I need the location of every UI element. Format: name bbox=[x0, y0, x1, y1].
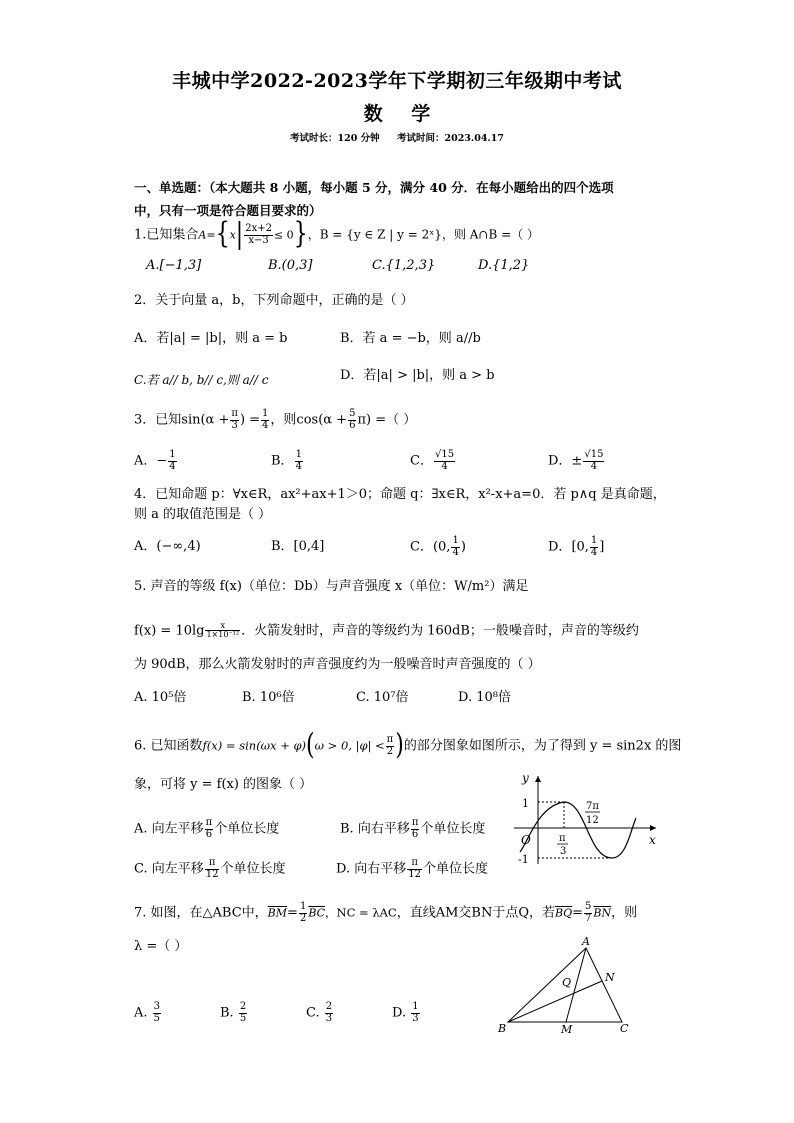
q3-option-d: D．± $\frac{√15}{4}$ bbox=[548, 449, 604, 472]
x-axis-arrow bbox=[650, 825, 656, 831]
q7-stem: 7. 如图，在△ABC中，$\overline{BM}=$ $\frac{1}{2}$ $\overline{BC}$，NC = λAC，直线AM交BN于点Q，若$\overline{BQ}=$ $\frac{5}{7}$ $\overline{BN}$，则 bbox=[134, 901, 638, 924]
q7-option-d: D. $\frac{1}{3}$ bbox=[392, 1001, 419, 1024]
y-tick-1: 1 bbox=[522, 797, 529, 810]
q7-option-a: A. $\frac{3}{5}$ bbox=[134, 1001, 161, 1024]
q1-option-b: B.(0,3] bbox=[268, 258, 313, 273]
q6-stem: 6. 已知函数f(x) = sin(ωx + φ)(ω > 0, |φ| < $\frac{\pi}{2}$ )的部分图象如图所示，为了得到 y = sin2x 的图 bbox=[134, 729, 682, 762]
q6-sine-graph bbox=[508, 772, 664, 868]
exam-title: 丰城中学2022-2023学年下学期初三年级期中考试 bbox=[172, 70, 622, 92]
section-heading-line1: 一、单选题：（本大题共 8 小题，每小题 5 分，满分 40 分．在每小题给出的四个选项 bbox=[134, 180, 614, 195]
q3-stem: 3．已知sin(α + $\frac{\pi}{3}$ ) = $\frac{1}{4}$ ，则cos(α + $\frac{5}{6}$ π) =（ ） bbox=[134, 408, 417, 431]
q7-option-c: C. $\frac{2}{3}$ bbox=[306, 1001, 333, 1024]
sine-curve bbox=[520, 802, 636, 858]
tick-7pi-12-num: 7π bbox=[586, 801, 599, 812]
q5-option-c: C. 10⁷倍 bbox=[356, 690, 409, 705]
q6-option-d: D. 向右平移 $\frac{\pi}{12}$ 个单位长度 bbox=[336, 857, 488, 880]
exam-subject: 数 学 bbox=[363, 103, 431, 125]
q1-option-c: C.{1,2,3} bbox=[372, 258, 436, 273]
q3-option-b: B． $\frac{1}{4}$ bbox=[271, 449, 302, 472]
tick-pi-3-den: 3 bbox=[560, 846, 567, 857]
exam-meta bbox=[0, 130, 794, 144]
origin-label: O bbox=[521, 833, 531, 847]
q5-option-b: B. 10⁶倍 bbox=[242, 690, 295, 705]
q6-line2: 象，可将 y = f(x) 的图象（ ） bbox=[134, 777, 313, 792]
q4-line2: 则 a 的取值范围是（ ） bbox=[134, 507, 272, 522]
point-c-label: C bbox=[620, 1022, 629, 1035]
q4-option-d: D．[0, $\frac{1}{4}$ ] bbox=[548, 535, 605, 558]
point-q-label: Q bbox=[562, 976, 572, 989]
q5-option-d: D. 10⁸倍 bbox=[458, 690, 511, 705]
q2-option-a: A．若|a| = |b|，则 a = b bbox=[134, 331, 288, 346]
q7-line2: λ =（ ） bbox=[134, 939, 188, 954]
q5-line2: f(x) = 10lg $\frac{x}{\text{1×10⁻¹²}}$ ．火箭发射时，声音的等级约为 160dB；一般噪音时，声音的等级约 bbox=[134, 621, 639, 640]
tick-7pi-12-den: 12 bbox=[586, 815, 599, 826]
q3-option-c: C． $\frac{√15}{4}$ bbox=[410, 449, 455, 472]
x-axis-label: x bbox=[649, 833, 656, 847]
q1-option-d: D.{1,2} bbox=[478, 258, 530, 273]
q3-option-a: A．− $\frac{1}{4}$ bbox=[134, 449, 176, 472]
point-n-label: N bbox=[605, 971, 615, 984]
exam-date: 考试时间：2023.04.17 bbox=[396, 133, 504, 144]
q7-option-b: B. $\frac{2}{5}$ bbox=[220, 1001, 247, 1024]
q5-line1: 5. 声音的等级 f(x)（单位：Db）与声音强度 x（单位：W/m²）满足 bbox=[134, 579, 529, 594]
line-bn bbox=[508, 981, 602, 1022]
q6-option-c: C. 向左平移 $\frac{\pi}{12}$ 个单位长度 bbox=[134, 857, 286, 880]
q6-option-a: A. 向左平移 $\frac{\pi}{6}$ 个单位长度 bbox=[134, 817, 280, 840]
section-heading-line2: 中，只有一项是符合题目要求的） bbox=[134, 203, 322, 218]
q2-stem: 2．关于向量 a，b，下列命题中，正确的是（ ） bbox=[134, 293, 414, 308]
q6-option-b: B. 向右平移 $\frac{\pi}{6}$ 个单位长度 bbox=[340, 817, 486, 840]
y-axis-label: y bbox=[522, 772, 529, 785]
tick-pi-3-num: π bbox=[559, 833, 566, 844]
point-a-label: A bbox=[582, 935, 590, 948]
y-tick-neg1: -1 bbox=[518, 853, 529, 866]
q4-option-b: B．[0,4] bbox=[271, 539, 325, 554]
exam-duration: 考试时长：120 分钟 bbox=[290, 133, 380, 144]
q5-option-a: A. 10⁵倍 bbox=[134, 690, 187, 705]
q5-line3: 为 90dB，那么火箭发射时的声音强度约为一般噪音时声音强度的（ ） bbox=[134, 657, 541, 672]
q4-line1: 4．已知命题 p：∀x∈R，ax²+ax+1＞0；命题 q：∃x∈R，x²-x+a=0．若 p∧q 是真命题， bbox=[134, 487, 666, 502]
y-axis-arrow bbox=[535, 776, 541, 782]
point-b-label: B bbox=[498, 1022, 507, 1035]
q1-option-a: A.[−1,3] bbox=[146, 258, 202, 273]
q2-option-b: B．若 a = −b，则 a//b bbox=[340, 331, 481, 346]
q4-option-c: C．(0, $\frac{1}{4}$ ) bbox=[410, 535, 466, 558]
q4-option-a: A．(−∞,4) bbox=[134, 539, 201, 554]
q1-stem: 1.已知集合A={x| $\frac{2x+2}{x-3}$ ≤ 0}，B = {y ∈ Z | y = 2ˣ}，则 A∩B =（ ） bbox=[134, 218, 539, 251]
q2-option-d: D．若|a| > |b|，则 a > b bbox=[340, 368, 495, 383]
q2-option-c: C.若 a// b, b// c,则 a// c bbox=[134, 373, 269, 387]
q7-triangle-figure bbox=[494, 934, 644, 1038]
point-m-label: M bbox=[561, 1023, 573, 1036]
